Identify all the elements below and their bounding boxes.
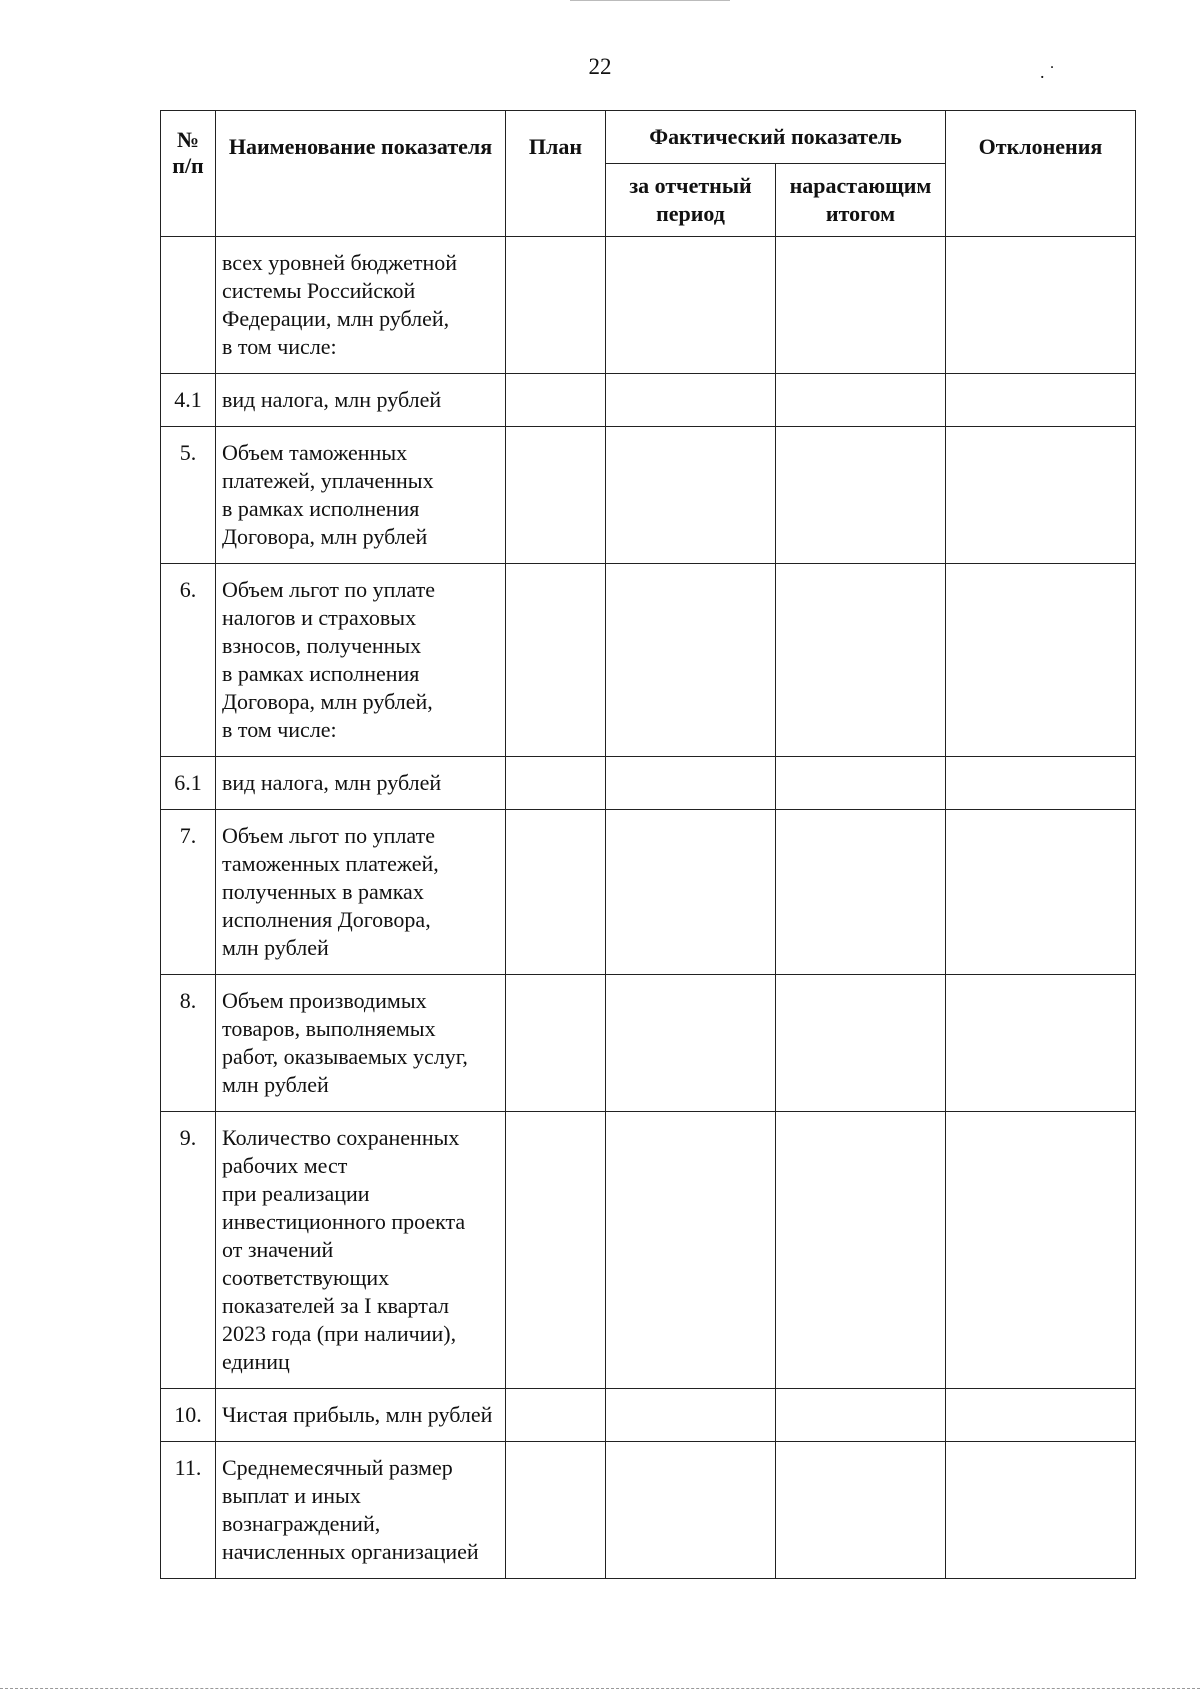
plan-cell[interactable] [506,757,606,810]
deviation-cell[interactable] [946,564,1136,757]
actual-period-cell[interactable] [606,1112,776,1389]
actual-period-cell[interactable] [606,1389,776,1442]
col-header-deviation: Отклонения [946,111,1136,237]
indicator-name-line: единиц [222,1349,290,1374]
indicator-name-line: Среднемесячный размер [222,1455,453,1480]
scan-bottom-edge [0,1688,1200,1689]
indicator-name-line: Договора, млн рублей [222,524,428,549]
plan-cell[interactable] [506,975,606,1112]
deviation-cell[interactable] [946,1112,1136,1389]
actual-cumulative-cell[interactable] [776,810,946,975]
actual-cumulative-cell[interactable] [776,975,946,1112]
indicator-name-line: взносов, полученных [222,633,422,658]
table-row [161,564,1136,757]
row-number [161,237,216,374]
actual-cumulative-cell[interactable] [776,1112,946,1389]
indicator-name-line: в том числе: [222,334,337,359]
table-row [161,374,1136,427]
row-number: 6. [161,564,216,757]
actual-period-cell[interactable] [606,237,776,374]
row-indicator-name [216,975,506,1112]
indicator-name-line: таможенных платежей, [222,851,439,876]
indicator-name-line: выплат и иных [222,1483,361,1508]
indicator-name-line: полученных в рамках [222,879,424,904]
indicator-name-line: млн рублей [222,1072,329,1097]
row-indicator-name [216,1112,506,1389]
actual-cumulative-cell[interactable] [776,757,946,810]
indicator-name-line: рабочих мест [222,1153,348,1178]
table-row [161,427,1136,564]
indicator-name-line: Количество сохраненных [222,1125,460,1150]
table-row [161,1442,1136,1579]
indicator-name-line: в том числе: [222,717,337,742]
indicator-name-line: Федерации, млн рублей, [222,306,450,331]
actual-cumulative-cell[interactable] [776,427,946,564]
indicator-name-line: млн рублей [222,935,329,960]
row-indicator-name [216,810,506,975]
table-row [161,1112,1136,1389]
actual-period-cell[interactable] [606,374,776,427]
indicator-name-line: Объем производимых [222,988,427,1013]
scan-speck: . ˙ [1040,62,1055,82]
indicator-name-line: инвестиционного проекта [222,1209,466,1234]
col-header-number-part: № [176,127,200,152]
deviation-cell[interactable] [946,1442,1136,1579]
table-row [161,810,1136,975]
actual-period-cell[interactable] [606,757,776,810]
indicators-table [160,110,1136,1579]
indicator-name-line: соответствующих [222,1265,390,1290]
plan-cell[interactable] [506,237,606,374]
deviation-cell[interactable] [946,810,1136,975]
indicator-name-line: в рамках исполнения [222,661,420,686]
indicator-name-line: Чистая прибыль, млн рублей [222,1402,493,1427]
table-row [161,1389,1136,1442]
actual-period-cell[interactable] [606,810,776,975]
indicator-name-line: работ, оказываемых услуг, [222,1044,468,1069]
row-number: 11. [161,1442,216,1579]
row-number: 6.1 [161,757,216,810]
plan-cell[interactable] [506,1442,606,1579]
col-header-actual: Фактический показатель [606,111,946,164]
actual-period-cell[interactable] [606,564,776,757]
indicator-name-line: при реализации [222,1181,370,1206]
indicator-name-line: системы Российской [222,278,416,303]
page-number: 22 [588,54,612,79]
plan-cell[interactable] [506,1389,606,1442]
indicator-name-line: исполнения Договора, [222,907,431,932]
indicator-name-line: всех уровней бюджетной [222,250,458,275]
indicator-name-line: Объем льгот по уплате [222,823,436,848]
col-header-actual-period: за отчетный период [606,164,776,237]
row-indicator-name [216,1442,506,1579]
row-number: 4.1 [161,374,216,427]
col-header-name: Наименование показателя [216,111,506,237]
deviation-cell[interactable] [946,975,1136,1112]
row-indicator-name [216,564,506,757]
indicator-name-line: платежей, уплаченных [222,468,434,493]
col-header-actual-cumulative: нарастающим итогом [776,164,946,237]
indicator-name-line: Договора, млн рублей, [222,689,433,714]
row-number: 10. [161,1389,216,1442]
row-number: 7. [161,810,216,975]
row-indicator-name [216,1389,506,1442]
col-header-number [161,111,216,237]
indicator-name-line: от значений [222,1237,334,1262]
table-row [161,237,1136,374]
actual-period-cell[interactable] [606,1442,776,1579]
row-indicator-name [216,374,506,427]
plan-cell[interactable] [506,564,606,757]
col-header-plan: План [506,111,606,237]
deviation-cell[interactable] [946,1389,1136,1442]
row-number: 8. [161,975,216,1112]
actual-cumulative-cell[interactable] [776,564,946,757]
row-number: 9. [161,1112,216,1389]
indicator-name-line: вознаграждений, [222,1511,381,1536]
indicator-name-line: 2023 года (при наличии), [222,1321,457,1346]
table-row [161,757,1136,810]
col-header-number-part: п/п [172,153,204,178]
indicator-name-line: вид налога, млн рублей [222,387,442,412]
indicator-name-line: показателей за I квартал [222,1293,450,1318]
plan-cell[interactable] [506,1112,606,1389]
indicator-name-line: Объем льгот по уплате [222,577,436,602]
row-indicator-name [216,427,506,564]
actual-period-cell[interactable] [606,975,776,1112]
indicator-name-line: в рамках исполнения [222,496,420,521]
indicator-name-line: налогов и страховых [222,605,417,630]
indicator-name-line: вид налога, млн рублей [222,770,442,795]
plan-cell[interactable] [506,810,606,975]
indicator-name-line: товаров, выполняемых [222,1016,436,1041]
plan-cell[interactable] [506,427,606,564]
row-indicator-name [216,237,506,374]
scan-top-edge [570,0,730,1]
deviation-cell[interactable] [946,237,1136,374]
actual-cumulative-cell[interactable] [776,374,946,427]
deviation-cell[interactable] [946,374,1136,427]
actual-cumulative-cell[interactable] [776,1389,946,1442]
actual-cumulative-cell[interactable] [776,1442,946,1579]
row-indicator-name [216,757,506,810]
row-number: 5. [161,427,216,564]
indicator-name-line: Объем таможенных [222,440,408,465]
actual-period-cell[interactable] [606,427,776,564]
indicator-name-line: начисленных организацией [222,1539,479,1564]
deviation-cell[interactable] [946,757,1136,810]
plan-cell[interactable] [506,374,606,427]
actual-cumulative-cell[interactable] [776,237,946,374]
table-row [161,975,1136,1112]
deviation-cell[interactable] [946,427,1136,564]
